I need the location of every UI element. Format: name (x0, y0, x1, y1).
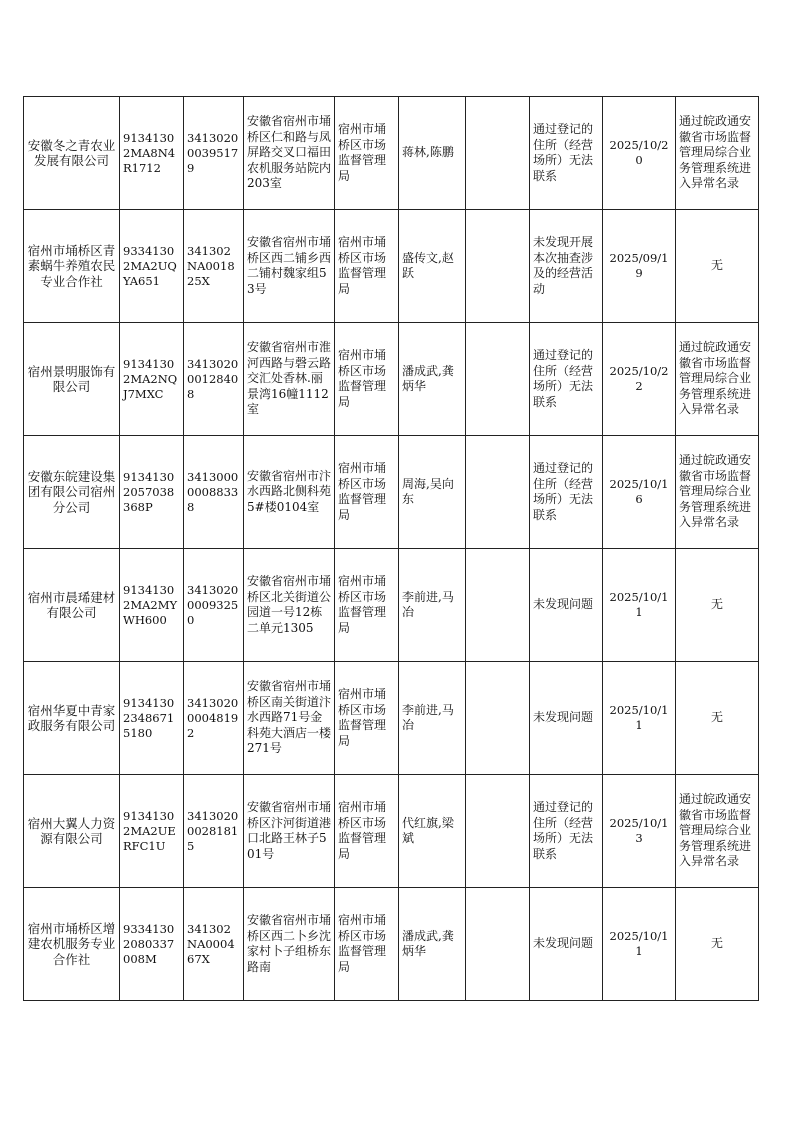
blank-cell (466, 97, 530, 210)
inspection-date-cell: 2025/10/20 (603, 97, 676, 210)
authority-cell: 宿州市埇桥区市场监督管理局 (335, 436, 399, 549)
enterprise-name-cell: 宿州大翼人力资源有限公司 (24, 775, 120, 888)
inspection-result-cell: 通过登记的住所（经营场所）无法联系 (530, 323, 603, 436)
table-row (24, 775, 759, 888)
address-cell: 安徽省宿州市汴水西路北侧科苑5#楼0104室 (244, 436, 335, 549)
follow-up-action-cell: 无 (676, 888, 759, 1001)
credit-code-cell: 913413023486715180 (120, 662, 184, 775)
authority-cell: 宿州市埇桥区市场监督管理局 (335, 97, 399, 210)
inspection-date-cell: 2025/10/11 (603, 888, 676, 1001)
inspection-date-cell: 2025/10/11 (603, 549, 676, 662)
credit-code-cell: 93341302080337008M (120, 888, 184, 1001)
enterprise-name-cell: 宿州景明服饰有限公司 (24, 323, 120, 436)
follow-up-action-cell: 通过皖政通安徽省市场监督管理局综合业务管理系统进入异常名录 (676, 775, 759, 888)
inspection-results-sheet (23, 96, 758, 1001)
address-cell: 安徽省宿州市埇桥区仁和路与凤屏路交叉口福田农机服务站院内203室 (244, 97, 335, 210)
enterprise-name-cell: 宿州华夏中青家政服务有限公司 (24, 662, 120, 775)
table-body (24, 97, 759, 1001)
registration-number-cell: 341302000281815 (184, 775, 244, 888)
blank-cell (466, 775, 530, 888)
inspectors-cell: 李前进,马冶 (399, 662, 466, 775)
blank-cell (466, 888, 530, 1001)
follow-up-action-cell: 无 (676, 210, 759, 323)
enterprise-name-cell: 宿州市埇桥区青素蜗牛养殖农民专业合作社 (24, 210, 120, 323)
credit-code-cell: 91341302057038368P (120, 436, 184, 549)
inspectors-cell: 潘成武,龚炳华 (399, 888, 466, 1001)
follow-up-action-cell: 通过皖政通安徽省市场监督管理局综合业务管理系统进入异常名录 (676, 436, 759, 549)
authority-cell: 宿州市埇桥区市场监督管理局 (335, 549, 399, 662)
inspection-date-cell: 2025/10/13 (603, 775, 676, 888)
registration-number-cell: 341302000093250 (184, 549, 244, 662)
address-cell: 安徽省宿州市埇桥区南关街道汴水西路71号金科苑大酒店一楼271号 (244, 662, 335, 775)
address-cell: 安徽省宿州市埇桥区汴河街道港口北路王林子501号 (244, 775, 335, 888)
credit-code-cell: 91341302MA2NQJ7MXC (120, 323, 184, 436)
inspectors-cell: 盛传文,赵跃 (399, 210, 466, 323)
inspection-date-cell: 2025/09/19 (603, 210, 676, 323)
inspection-result-cell: 通过登记的住所（经营场所）无法联系 (530, 436, 603, 549)
enterprise-name-cell: 安徽冬之青农业发展有限公司 (24, 97, 120, 210)
inspection-results-table (23, 96, 759, 1001)
inspection-result-cell: 未发现问题 (530, 549, 603, 662)
inspectors-cell: 周海,吴向东 (399, 436, 466, 549)
address-cell: 安徽省宿州市埇桥区西二卜乡沈家村卜子组桥东路南 (244, 888, 335, 1001)
credit-code-cell: 93341302MA2UQYA651 (120, 210, 184, 323)
address-cell: 安徽省宿州市淮河西路与磬云路交汇处香林.丽景湾16幢1112室 (244, 323, 335, 436)
registration-number-cell: 341302000395179 (184, 97, 244, 210)
enterprise-name-cell: 安徽东皖建设集团有限公司宿州分公司 (24, 436, 120, 549)
table-row (24, 662, 759, 775)
enterprise-name-cell: 宿州市埇桥区增建农机服务专业合作社 (24, 888, 120, 1001)
inspection-result-cell: 未发现问题 (530, 662, 603, 775)
registration-number-cell: 341302NA001825X (184, 210, 244, 323)
authority-cell: 宿州市埇桥区市场监督管理局 (335, 210, 399, 323)
authority-cell: 宿州市埇桥区市场监督管理局 (335, 323, 399, 436)
blank-cell (466, 662, 530, 775)
inspection-result-cell: 通过登记的住所（经营场所）无法联系 (530, 775, 603, 888)
inspection-date-cell: 2025/10/16 (603, 436, 676, 549)
table-row (24, 888, 759, 1001)
inspectors-cell: 潘成武,龚炳华 (399, 323, 466, 436)
credit-code-cell: 91341302MA8N4R1712 (120, 97, 184, 210)
authority-cell: 宿州市埇桥区市场监督管理局 (335, 888, 399, 1001)
follow-up-action-cell: 无 (676, 549, 759, 662)
authority-cell: 宿州市埇桥区市场监督管理局 (335, 662, 399, 775)
inspection-date-cell: 2025/10/11 (603, 662, 676, 775)
table-row (24, 436, 759, 549)
table-row (24, 549, 759, 662)
inspection-date-cell: 2025/10/22 (603, 323, 676, 436)
credit-code-cell: 91341302MA2MYWH600 (120, 549, 184, 662)
enterprise-name-cell: 宿州市晨琋建材有限公司 (24, 549, 120, 662)
follow-up-action-cell: 无 (676, 662, 759, 775)
inspection-result-cell: 未发现开展本次抽查涉及的经营活动 (530, 210, 603, 323)
blank-cell (466, 436, 530, 549)
registration-number-cell: 341302000128408 (184, 323, 244, 436)
inspectors-cell: 李前进,马冶 (399, 549, 466, 662)
registration-number-cell: 341302000048192 (184, 662, 244, 775)
registration-number-cell: 341302NA000467X (184, 888, 244, 1001)
blank-cell (466, 323, 530, 436)
credit-code-cell: 91341302MA2UERFC1U (120, 775, 184, 888)
follow-up-action-cell: 通过皖政通安徽省市场监督管理局综合业务管理系统进入异常名录 (676, 323, 759, 436)
address-cell: 安徽省宿州市埇桥区西二铺乡西二铺村魏家组53号 (244, 210, 335, 323)
inspectors-cell: 蒋林,陈鹏 (399, 97, 466, 210)
blank-cell (466, 549, 530, 662)
registration-number-cell: 341300000088338 (184, 436, 244, 549)
follow-up-action-cell: 通过皖政通安徽省市场监督管理局综合业务管理系统进入异常名录 (676, 97, 759, 210)
inspection-result-cell: 通过登记的住所（经营场所）无法联系 (530, 97, 603, 210)
inspection-result-cell: 未发现问题 (530, 888, 603, 1001)
authority-cell: 宿州市埇桥区市场监督管理局 (335, 775, 399, 888)
inspectors-cell: 代红旗,梁斌 (399, 775, 466, 888)
table-row (24, 97, 759, 210)
blank-cell (466, 210, 530, 323)
address-cell: 安徽省宿州市埇桥区北关街道公园道一号12栋二单元1305 (244, 549, 335, 662)
table-row (24, 323, 759, 436)
table-row (24, 210, 759, 323)
